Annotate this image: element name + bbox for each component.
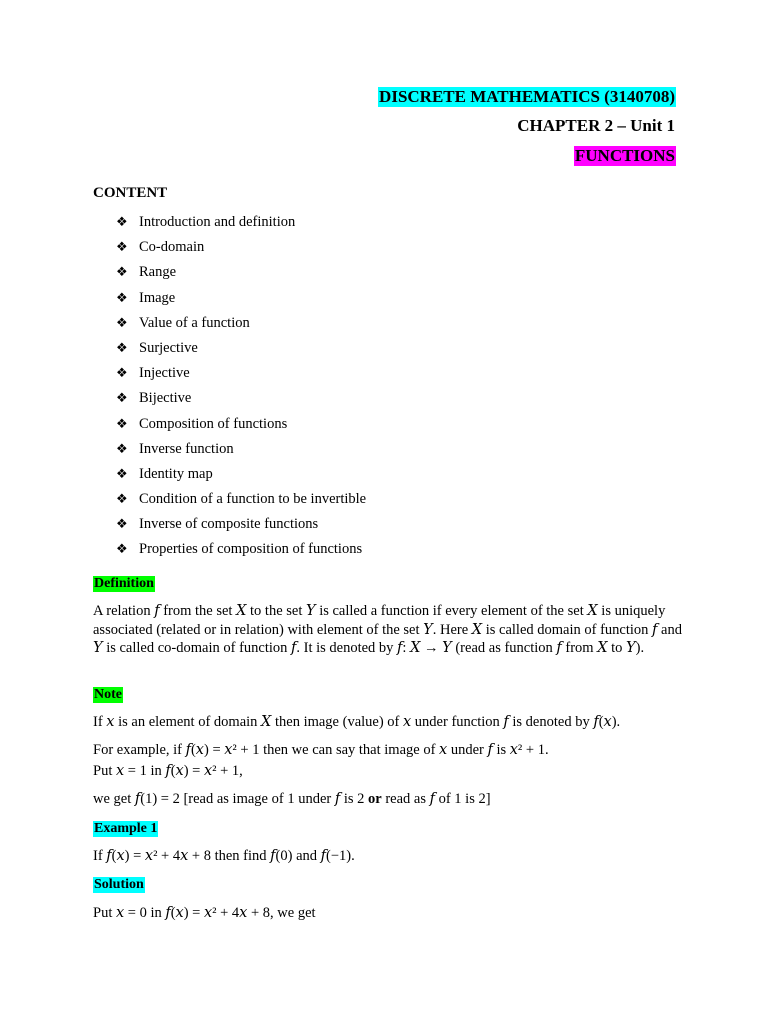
note-line-4-bold: or [368, 791, 382, 807]
diamond-bullet-icon: ❖ [116, 416, 128, 432]
diamond-bullet-icon: ❖ [116, 466, 128, 482]
note-label-row [93, 685, 683, 704]
list-item [116, 311, 366, 336]
list-item [116, 235, 366, 260]
list-item [116, 412, 366, 437]
list-item-label: Inverse function [139, 440, 234, 457]
diamond-bullet-icon: ❖ [116, 240, 128, 256]
list-item [116, 336, 366, 361]
list-item [116, 462, 366, 487]
diamond-bullet-icon: ❖ [116, 215, 128, 230]
note-line-1: If 𝑥 is an element of domain 𝑋 then image (value) of 𝑥 under function 𝑓 is denoted by 𝑓(𝑥). [93, 714, 621, 730]
course-title: DISCRETE MATHEMATICS (3140708) [379, 87, 675, 106]
list-item-label: Range [139, 264, 177, 281]
diamond-bullet-icon: ❖ [116, 340, 128, 356]
note-line-4-start: we get 𝑓(1) = 2 [read as image of 1 under 𝑓 is 2 [93, 791, 368, 807]
chapter-title-row [516, 116, 676, 136]
diamond-bullet-icon: ❖ [116, 366, 128, 382]
list-item-label: Identity map [139, 465, 213, 482]
list-item-label: Co-domain [139, 239, 205, 256]
list-item [116, 537, 366, 562]
list-item-label: Properties of composition of functions [139, 541, 363, 558]
list-item [116, 286, 366, 311]
list-item [116, 386, 366, 411]
diamond-bullet-icon: ❖ [116, 391, 128, 407]
list-item [116, 437, 366, 462]
topic-title: FUNCTIONS [574, 146, 675, 165]
note-line-4-end: read as 𝑓 of 1 is 2] [381, 791, 491, 807]
solution-label-row [93, 875, 683, 894]
diamond-bullet-icon: ❖ [116, 441, 128, 457]
list-item-label: Composition of functions [139, 415, 288, 432]
definition-label: Definition [94, 576, 154, 591]
diamond-bullet-icon: ❖ [116, 290, 128, 306]
example-label: Example 1 [94, 821, 158, 836]
diamond-bullet-icon: ❖ [116, 542, 128, 558]
note-line-4 [93, 790, 683, 809]
list-item-label: Condition of a function to be invertible [139, 491, 367, 508]
list-item [116, 487, 366, 512]
course-title-row [378, 87, 676, 107]
list-item-label: Inverse of composite functions [139, 516, 319, 533]
list-item [116, 260, 366, 285]
note-line-2: For example, if 𝑓(𝑥) = 𝑥² + 1 then we can say that image of 𝑥 under 𝑓 is 𝑥² + 1. [93, 742, 549, 758]
topic-title-row [574, 146, 676, 166]
example-label-row [93, 819, 683, 838]
list-item-label: Injective [139, 365, 190, 382]
solution-text: Put 𝑥 = 0 in 𝑓(𝑥) = 𝑥² + 4𝑥 + 8, we get [93, 905, 316, 921]
note-line-3: Put 𝑥 = 1 in 𝑓(𝑥) = 𝑥² + 1, [93, 763, 243, 779]
list-item-label: Image [139, 289, 176, 306]
definition-text: A relation 𝑓 from the set 𝑋 to the set 𝑌 is called a function if every element of the set 𝑋 is uniquely associated (related or in relation) with element of the set 𝑌. Here 𝑋 is called domain of function 𝑓 and 𝑌 is called co-domain of function 𝑓. It is denoted by 𝑓: 𝑋 → 𝑌 (read as function 𝑓 from 𝑋 to 𝑌). [93, 603, 682, 656]
example-text: If 𝑓(𝑥) = 𝑥² + 4𝑥 + 8 then find 𝑓(0) and 𝑓(−1). [93, 848, 355, 864]
diamond-bullet-icon: ❖ [116, 315, 128, 331]
list-item [116, 210, 366, 235]
solution-label: Solution [94, 877, 144, 892]
list-item-label: Value of a function [139, 314, 250, 331]
diamond-bullet-icon: ❖ [116, 265, 128, 281]
list-item-label: Surjective [139, 339, 198, 356]
definition-label-row [93, 574, 683, 593]
list-item-label: Bijective [139, 390, 192, 407]
content-heading: CONTENT [93, 185, 168, 201]
diamond-bullet-icon: ❖ [116, 492, 128, 508]
note-label: Note [94, 687, 122, 702]
diamond-bullet-icon: ❖ [116, 517, 128, 533]
chapter-title: CHAPTER 2 – Unit 1 [517, 116, 675, 135]
list-item [116, 361, 366, 386]
list-item [116, 512, 366, 537]
list-item-label: Introduction and definition [139, 214, 296, 230]
content-list [116, 210, 366, 563]
